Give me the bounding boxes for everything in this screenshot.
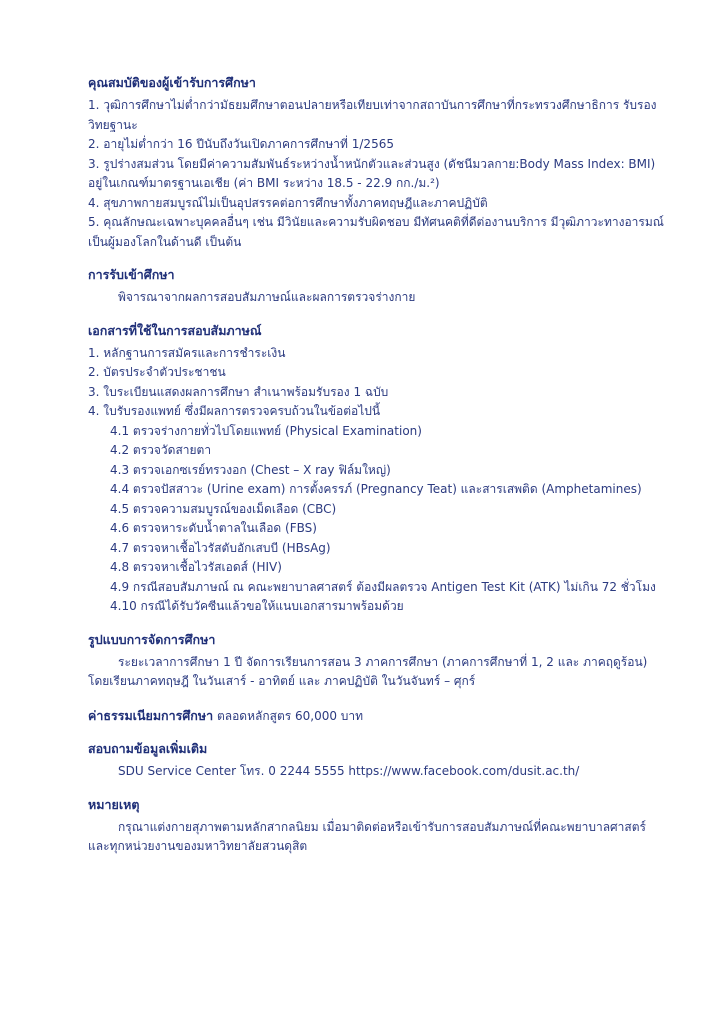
medical-check-item: 4.6 ตรวจหาระดับน้ำตาลในเลือด (FBS) [110,521,317,535]
qualification-item: 1. วุฒิการศึกษาไม่ต่ำกว่ามัธยมศึกษาตอนปลายหรือเทียบเท่าจากสถาบันการศึกษาที่กระทรวงศึกษาธิการ รับรองวิทยฐานะ [88,98,657,132]
format-title: รูปแบบการจัดการศึกษา [88,631,216,647]
medical-check-item: 4.1 ตรวจร่างกายทั่วไปโดยแพทย์ (Physical Examination) [110,423,422,438]
document-item: 1. หลักฐานการสมัครและการชำระเงิน [88,345,286,360]
qualification-item: 4. สุขภาพกายสมบูรณ์ไม่เป็นอุปสรรคต่อการศึกษาทั้งภาคทฤษฎีและภาคปฏิบัติ [88,195,488,210]
contact-title: สอบถามข้อมูลเพิ่มเติม [88,741,208,756]
medical-check-item: 4.7 ตรวจหาเชื้อไวรัสตับอักเสบบี (HBsAg) [110,540,331,555]
contact-section [88,740,664,782]
document-item: 3. ใบระเบียนแสดงผลการศึกษา สำเนาพร้อมรับรอง 1 ฉบับ [88,384,389,399]
documents-section [88,322,664,617]
admission-text: พิจารณาจากผลการสอบสัมภาษณ์และผลการตรวจร่างกาย [118,290,416,304]
note-text-2: และทุกหน่วยงานของมหาวิทยาลัยสวนดุสิต [88,839,308,853]
documents-list [88,344,664,422]
admission-title: การรับเข้าศึกษา [88,267,175,282]
medical-check-item: 4.5 ตรวจความสมบูรณ์ของเม็ดเลือด (CBC) [110,501,337,516]
medical-check-item: 4.10 กรณีได้รับวัคซีนแล้วขอให้แนบเอกสารมาพร้อมด้วย [110,599,404,613]
format-section [88,631,664,692]
format-text-2: โดยเรียนภาคทฤษฎี ในวันเสาร์ - อาทิตย์ และ ภาคปฏิบัติ ในวันจันทร์ – ศุกร์ [88,674,476,688]
fee-title: ค่าธรรมเนียมการศึกษา [88,707,214,723]
qualification-item: 5. คุณลักษณะเฉพาะบุคคลอื่นๆ เช่น มีวินัยและความรับผิดชอบ มีทัศนคติที่ดีต่องานบริการ มีวุฒิภาวะทางอารมณ์ เป็นผู้มองโลกในด้านดี เป็นต้น [88,215,664,249]
qualifications-title: คุณสมบัติของผู้เข้ารับการศึกษา [88,75,256,90]
qualifications-list [88,96,664,252]
contact-text: SDU Service Center โทร. 0 2244 5555 https://www.facebook.com/dusit.ac.th/ [118,764,580,778]
note-title: หมายเหตุ [88,796,140,812]
medical-check-item: 4.2 ตรวจวัดสายตา [110,443,212,457]
documents-title: เอกสารที่ใช้ในการสอบสัมภาษณ์ [88,322,262,338]
medical-check-item: 4.8 ตรวจหาเชื้อไวรัสเอดส์ (HIV) [110,560,282,574]
document-item: 4. ใบรับรองแพทย์ ซึ่งมีผลการตรวจครบถ้วนในข้อต่อไปนี้ [88,404,381,418]
qualifications-section [88,74,664,252]
fee-line [88,706,664,727]
medical-check-list [88,422,664,617]
medical-check-item: 4.4 ตรวจปัสสาวะ (Urine exam) การตั้งครรภ์ (Pregnancy Teat) และสารเสพติด (Amphetamines) [110,482,642,496]
medical-check-item: 4.3 ตรวจเอกซเรย์ทรวงอก (Chest – X ray ฟิล์มใหญ่) [110,462,391,477]
fee-text: ตลอดหลักสูตร 60,000 บาท [216,708,364,723]
format-text: ระยะเวลาการศึกษา 1 ปี จัดการเรียนการสอน 3 ภาคการศึกษา (ภาคการศึกษาที่ 1, 2 และ ภาคฤดูร้อน) [118,654,648,669]
note-text: กรุณาแต่งกายสุภาพตามหลักสากลนิยม เมื่อมาติดต่อหรือเข้ารับการสอบสัมภาษณ์ที่คณะพยาบาลศาสตร์ [118,819,646,834]
qualification-item: 2. อายุไม่ต่ำกว่า 16 ปีนับถึงวันเปิดภาคการศึกษาที่ 1/2565 [88,137,394,151]
medical-check-item: 4.9 กรณีสอบสัมภาษณ์ ณ คณะพยาบาลศาสตร์ ต้องมีผลตรวจ Antigen Test Kit (ATK) ไม่เกิน 72 ชั่วโมง [110,579,656,594]
note-section [88,796,664,857]
document-item: 2. บัตรประจำตัวประชาชน [88,365,226,379]
admission-section [88,266,664,308]
qualification-item: 3. รูปร่างสมส่วน โดยมีค่าความสัมพันธ์ระหว่างน้ำหนักตัวและส่วนสูง (ดัชนีมวลกาย:Body Mass Index: BMI) อยู่ในเกณฑ์มาตรฐานเอเชีย (ค่า BMI ระหว่าง 18.5 - 22.9 กก./ม.²) [88,156,656,190]
fee-section [88,706,664,727]
